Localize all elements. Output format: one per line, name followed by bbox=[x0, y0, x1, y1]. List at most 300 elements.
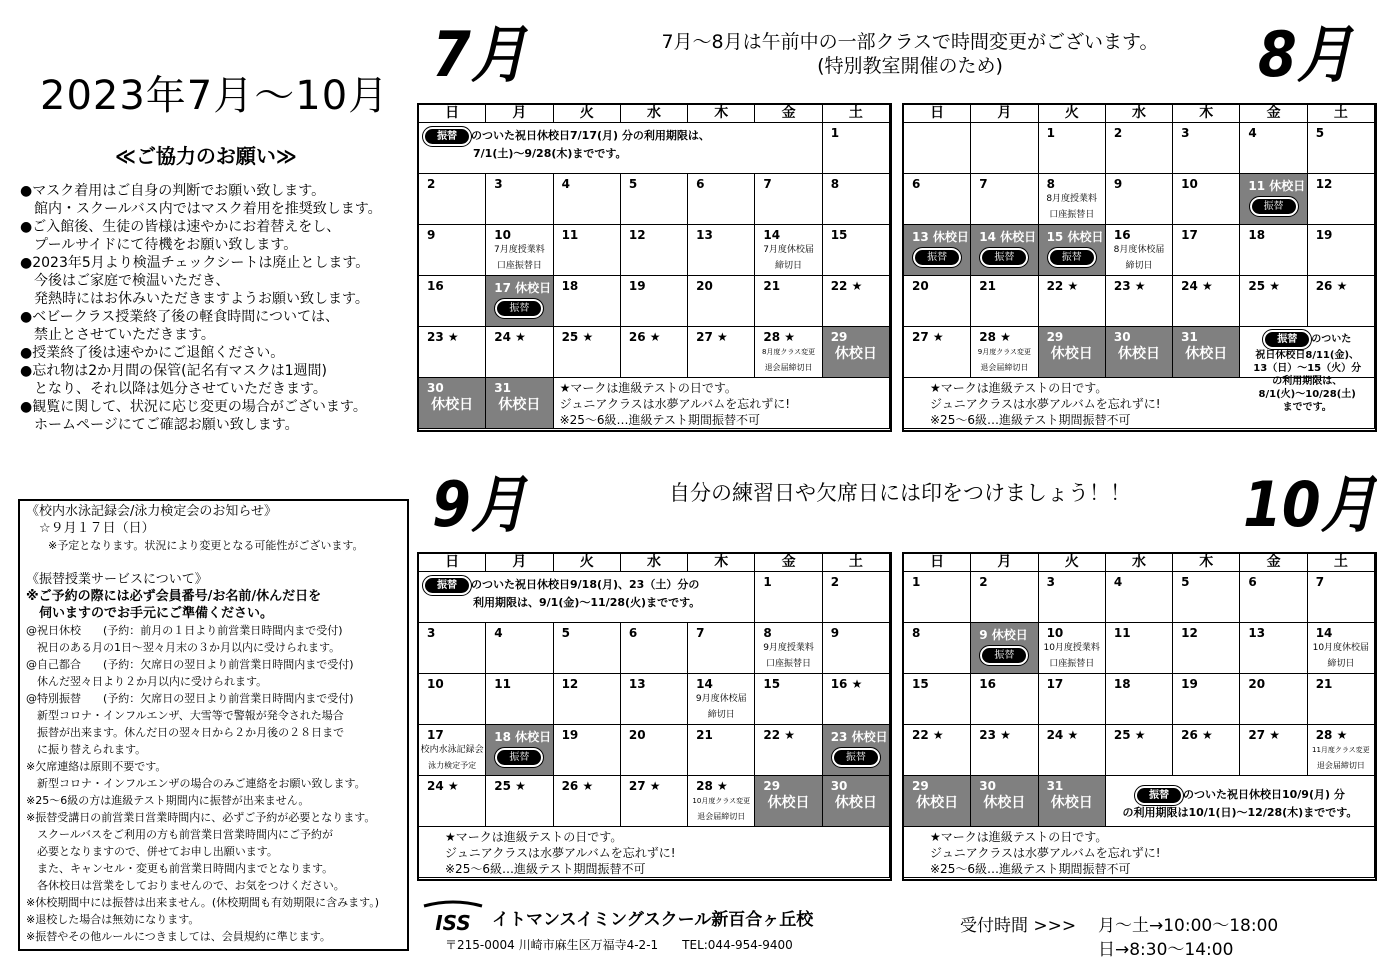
day-number: 28 ★ bbox=[696, 779, 728, 793]
day-number: 10 bbox=[1046, 626, 1064, 640]
day-cell bbox=[554, 623, 621, 674]
day-number: 25 ★ bbox=[561, 330, 594, 344]
day-number: 23 ★ bbox=[427, 330, 459, 344]
day-cell bbox=[688, 776, 755, 827]
day-cell bbox=[1240, 725, 1307, 776]
day-number: 24 ★ bbox=[494, 330, 526, 344]
day-cell bbox=[688, 327, 755, 378]
day-cell bbox=[823, 225, 890, 276]
day-cell bbox=[971, 225, 1038, 276]
day-number: 5 bbox=[1315, 126, 1325, 140]
school-logo bbox=[422, 900, 484, 940]
day-cell bbox=[971, 327, 1038, 378]
school-address: 〒215-0004 川崎市麻生区万福寺4-2-1 TEL:044-954-9400 bbox=[445, 938, 793, 952]
day-cell bbox=[904, 725, 971, 776]
hours-label: 受付時間 >>> bbox=[960, 916, 1077, 936]
day-cell bbox=[486, 378, 553, 429]
info-line: 伺いますのでお手元にご準備ください。 bbox=[26, 606, 274, 621]
day-cell bbox=[1039, 174, 1106, 225]
day-cell bbox=[1039, 327, 1106, 378]
day-number: 8 bbox=[763, 626, 772, 640]
day-cell bbox=[621, 174, 688, 225]
day-number: 9 bbox=[427, 228, 436, 242]
calendar-footnote bbox=[419, 827, 890, 878]
day-number: 4 bbox=[561, 177, 570, 191]
day-note: 7月度休校届 bbox=[763, 245, 814, 255]
day-number: 14 bbox=[1315, 626, 1333, 640]
footnote-line: ジュニアクラスは水夢アルバムを忘れずに! bbox=[930, 846, 1161, 860]
weekday-header: 水 bbox=[621, 105, 688, 123]
day-number: 29 bbox=[912, 779, 929, 793]
day-number: 26 ★ bbox=[561, 779, 594, 793]
day-cell bbox=[823, 123, 890, 174]
info-line: @自己都合 (予約：欠席日の翌日より前営業日時間内まで受付) bbox=[26, 658, 354, 671]
day-cell bbox=[1308, 174, 1375, 225]
day-number: 4 bbox=[1113, 575, 1123, 589]
day-cell bbox=[621, 623, 688, 674]
day-note: 8月度授業料 bbox=[1046, 194, 1098, 204]
day-note: 8月度クラス変更 bbox=[761, 348, 816, 356]
day-cell bbox=[1240, 225, 1307, 276]
info-line: ※振替受講日の前営業日営業時間内に、必ずご予約が必要となります。 bbox=[26, 811, 376, 824]
day-note: 締切日 bbox=[1327, 659, 1355, 669]
info-line: スクールバスをご利用の方も前営業日営業時間内にご予約が bbox=[26, 828, 334, 841]
time-change-notice bbox=[620, 30, 1200, 78]
closed-label: 休校日 bbox=[431, 397, 474, 413]
day-number: 17 bbox=[1181, 228, 1198, 242]
day-cell bbox=[486, 623, 553, 674]
calendar-october bbox=[902, 552, 1377, 881]
request-line: ●ベビークラス授業終了後の軽食時間については、 bbox=[20, 309, 339, 325]
validity-note bbox=[419, 572, 755, 623]
day-number: 13 bbox=[696, 228, 713, 242]
day-cell bbox=[419, 327, 486, 378]
day-cell bbox=[419, 378, 486, 429]
day-number: 13 休校日 bbox=[912, 230, 969, 244]
weekday-header: 日 bbox=[904, 554, 971, 572]
day-number: 14 休校日 bbox=[979, 230, 1037, 244]
day-cell bbox=[688, 276, 755, 327]
info-line: ※25～6級の方は進級テスト期間内に振替が出来ません。 bbox=[26, 794, 310, 807]
day-cell bbox=[419, 276, 486, 327]
calendar-footnote bbox=[904, 827, 1375, 878]
furikae-badge: 振替 bbox=[1263, 330, 1311, 349]
day-number: 27 ★ bbox=[628, 779, 661, 793]
day-number: 23 休校日 bbox=[830, 730, 888, 744]
day-cell bbox=[904, 327, 971, 378]
day-number: 19 bbox=[1315, 228, 1333, 242]
day-number: 6 bbox=[912, 177, 921, 191]
day-cell bbox=[1039, 123, 1106, 174]
day-number: 25 ★ bbox=[1248, 279, 1281, 293]
day-number: 12 bbox=[561, 677, 579, 691]
weekday-header: 月 bbox=[971, 554, 1038, 572]
day-number: 8 bbox=[912, 626, 921, 640]
day-number: 11 bbox=[561, 228, 579, 242]
day-cell bbox=[823, 572, 890, 623]
day-number: 22 ★ bbox=[763, 728, 796, 742]
day-number: 4 bbox=[1248, 126, 1257, 140]
day-cell bbox=[486, 174, 553, 225]
day-cell bbox=[1039, 572, 1106, 623]
closed-label: 休校日 bbox=[916, 795, 959, 811]
validity-note-line bbox=[1108, 786, 1372, 805]
weekday-header: 火 bbox=[554, 105, 621, 123]
closed-label: 休校日 bbox=[834, 795, 877, 811]
day-number: 17 bbox=[1046, 677, 1064, 691]
day-cell bbox=[1173, 225, 1240, 276]
day-number: 7 bbox=[1315, 575, 1325, 589]
day-cell bbox=[1039, 776, 1106, 827]
day-cell bbox=[904, 623, 971, 674]
info-line: 休んだ翌々日より２か月以内に受けられます。 bbox=[26, 675, 268, 688]
validity-note-line bbox=[423, 127, 822, 146]
day-number: 23 ★ bbox=[979, 728, 1011, 742]
info-line: また、キャンセル・変更も前営業日時間内までとなります。 bbox=[26, 862, 334, 875]
furikae-badge: 振替 bbox=[1048, 248, 1096, 267]
day-cell bbox=[419, 674, 486, 725]
day-note: 口座振替日 bbox=[496, 261, 542, 271]
day-number: 5 bbox=[561, 626, 570, 640]
weekday-header: 水 bbox=[1106, 105, 1173, 123]
day-number: 30 bbox=[427, 381, 444, 395]
weekday-header: 水 bbox=[1106, 554, 1173, 572]
request-line: 禁止とさせていただきます。 bbox=[20, 327, 215, 343]
validity-note-text: のついた bbox=[1311, 334, 1352, 345]
day-number: 28 ★ bbox=[763, 330, 796, 344]
day-number: 5 bbox=[628, 177, 638, 191]
day-cell bbox=[486, 725, 553, 776]
day-number: 29 bbox=[763, 779, 781, 793]
day-cell bbox=[904, 572, 971, 623]
day-cell bbox=[419, 725, 486, 776]
footnote-line: ★マークは進級テストの日です。 bbox=[930, 830, 1108, 844]
request-line: プールサイドにて待機をお願い致します。 bbox=[20, 237, 298, 253]
validity-note-line bbox=[423, 576, 754, 595]
day-cell bbox=[1173, 276, 1240, 327]
day-number: 17 休校日 bbox=[494, 281, 552, 295]
closed-label: 休校日 bbox=[767, 795, 810, 811]
day-number: 11 bbox=[494, 677, 511, 691]
info-line: 振替が出来ます。休んだ日の翌々日から２か月後の２８日まで bbox=[26, 726, 345, 739]
day-number: 6 bbox=[628, 626, 638, 640]
furikae-badge: 振替 bbox=[832, 748, 880, 767]
month-label-oct: 10月 bbox=[1243, 468, 1377, 541]
day-cell bbox=[755, 327, 822, 378]
info-line: 各休校日は営業をしておりませんので、お気をつけください。 bbox=[26, 879, 345, 892]
day-cell bbox=[1173, 174, 1240, 225]
day-cell bbox=[971, 725, 1038, 776]
day-cell bbox=[904, 174, 971, 225]
request-line: ●2023年5月より検温チェックシートは廃止とします。 bbox=[20, 255, 370, 271]
day-cell bbox=[554, 725, 621, 776]
day-cell bbox=[1039, 725, 1106, 776]
day-cell bbox=[971, 276, 1038, 327]
day-note: 11月度クラス変更 bbox=[1311, 746, 1370, 754]
furikae-badge: 振替 bbox=[913, 248, 961, 267]
footnote-line: ★マークは進級テストの日です。 bbox=[930, 381, 1108, 395]
weekday-header: 水 bbox=[621, 554, 688, 572]
closed-label: 休校日 bbox=[1050, 346, 1093, 362]
day-cell bbox=[823, 725, 890, 776]
day-cell bbox=[688, 623, 755, 674]
practice-mark-notice: 自分の練習日や欠席日には印をつけましょう！！ bbox=[669, 481, 1131, 505]
day-note: 校内水泳記録会 bbox=[420, 745, 484, 755]
day-cell bbox=[823, 276, 890, 327]
day-number: 8 bbox=[830, 177, 840, 191]
day-cell bbox=[971, 776, 1038, 827]
day-cell bbox=[823, 327, 890, 378]
day-note: 10月度休校届 bbox=[1312, 643, 1370, 653]
day-cell bbox=[621, 725, 688, 776]
day-cell bbox=[1106, 623, 1173, 674]
day-cell bbox=[755, 572, 822, 623]
info-line: ※欠席連絡は原則不要です。 bbox=[26, 760, 167, 773]
weekday-header: 土 bbox=[823, 105, 890, 123]
footnote-line: ※25～6級…進級テスト期間振替不可 bbox=[930, 862, 1131, 876]
weekday-header: 日 bbox=[419, 105, 486, 123]
day-cell bbox=[554, 776, 621, 827]
day-number: 15 休校日 bbox=[1046, 230, 1104, 244]
day-cell bbox=[1173, 123, 1240, 174]
day-cell bbox=[1308, 123, 1375, 174]
info-line: ※ご予約の際には必ず会員番号/お名前/休んだ日を bbox=[26, 589, 322, 604]
day-number: 21 bbox=[979, 279, 996, 293]
day-number: 21 bbox=[1315, 677, 1333, 691]
day-cell bbox=[971, 623, 1038, 674]
day-number: 9 休校日 bbox=[979, 628, 1028, 642]
day-number: 7 bbox=[763, 177, 772, 191]
day-cell bbox=[486, 225, 553, 276]
weekday-header: 日 bbox=[419, 554, 486, 572]
calendar-september bbox=[417, 552, 892, 881]
day-number: 15 bbox=[830, 228, 848, 242]
day-cell bbox=[621, 776, 688, 827]
day-cell bbox=[688, 725, 755, 776]
request-line: ●ご入館後、生徒の皆様は速やかにお着替えをし、 bbox=[20, 219, 341, 235]
calendar-footnote bbox=[904, 378, 1375, 429]
day-cell bbox=[755, 174, 822, 225]
day-number: 31 bbox=[1046, 779, 1064, 793]
day-note: 口座振替日 bbox=[1049, 210, 1095, 220]
day-number: 30 bbox=[830, 779, 848, 793]
day-number: 20 bbox=[1248, 677, 1266, 691]
day-cell bbox=[1240, 123, 1307, 174]
day-number: 28 ★ bbox=[1315, 728, 1348, 742]
closed-label: 休校日 bbox=[983, 795, 1026, 811]
day-cell bbox=[1173, 725, 1240, 776]
day-cell bbox=[971, 674, 1038, 725]
day-number: 24 ★ bbox=[427, 779, 459, 793]
validity-note-text: の利用期限は、 bbox=[1272, 376, 1343, 387]
day-number: 12 bbox=[1315, 177, 1333, 191]
closed-label: 休校日 bbox=[834, 346, 877, 362]
info-line: に振り替えられます。 bbox=[26, 743, 147, 756]
day-cell bbox=[823, 674, 890, 725]
day-number: 27 ★ bbox=[912, 330, 944, 344]
day-number: 5 bbox=[1181, 575, 1190, 589]
day-cell bbox=[1308, 225, 1375, 276]
day-number: 3 bbox=[494, 177, 503, 191]
request-line: ●マスク着用はご自身の判断でお願い致します。 bbox=[20, 183, 326, 199]
footnote-line: ジュニアクラスは水夢アルバムを忘れずに! bbox=[445, 846, 676, 860]
furikae-badge: 振替 bbox=[423, 127, 471, 146]
validity-note-text: 祝日休校日8/11(金)、 bbox=[1255, 350, 1360, 361]
weekday-header: 土 bbox=[1308, 554, 1375, 572]
time-change-line-2: (特別教室開催のため) bbox=[817, 55, 1003, 77]
day-cell bbox=[419, 225, 486, 276]
day-cell bbox=[1106, 276, 1173, 327]
time-change-line-1: 7月～8月は午前中の一部クラスで時間変更がございます。 bbox=[661, 31, 1159, 53]
footnote-line: ※25～6級…進級テスト期間振替不可 bbox=[445, 862, 646, 876]
day-cell bbox=[971, 174, 1038, 225]
day-number: 31 bbox=[1181, 330, 1198, 344]
closed-label: 休校日 bbox=[1185, 346, 1228, 362]
day-note: 退会届締切日 bbox=[980, 363, 1029, 372]
day-cell bbox=[1039, 623, 1106, 674]
furikae-badge: 振替 bbox=[495, 299, 543, 318]
day-number: 16 bbox=[979, 677, 996, 691]
validity-note-text: 8/1(火)～10/28(土) bbox=[1258, 389, 1356, 400]
validity-note-text: 13（日）～15（火）分 bbox=[1253, 363, 1362, 374]
day-cell bbox=[904, 776, 971, 827]
request-line: 発熱時にはお休みいただきますようお願い致します。 bbox=[20, 291, 369, 307]
day-cell bbox=[1106, 327, 1173, 378]
footnote-line: ジュニアクラスは水夢アルバムを忘れずに! bbox=[559, 397, 791, 411]
info-line: ※退校した場合は無効になります。 bbox=[26, 913, 200, 926]
day-note: 泳力検定予定 bbox=[428, 761, 477, 770]
day-number: 26 ★ bbox=[1181, 728, 1213, 742]
weekday-header: 火 bbox=[554, 554, 621, 572]
weekday-header: 金 bbox=[755, 554, 822, 572]
validity-note-line bbox=[1242, 330, 1372, 349]
day-number: 2 bbox=[427, 177, 436, 191]
day-cell bbox=[904, 123, 971, 174]
day-number: 31 bbox=[494, 381, 511, 395]
weekday-header: 土 bbox=[1308, 105, 1375, 123]
day-number: 20 bbox=[912, 279, 929, 293]
day-number: 4 bbox=[494, 626, 503, 640]
day-number: 20 bbox=[696, 279, 713, 293]
day-cell bbox=[688, 174, 755, 225]
day-number: 30 bbox=[979, 779, 996, 793]
day-number: 14 bbox=[763, 228, 781, 242]
info-box bbox=[18, 499, 409, 951]
info-line: 《振替授業サービスについて》 bbox=[26, 572, 208, 587]
day-cell bbox=[755, 225, 822, 276]
day-number: 3 bbox=[1046, 575, 1055, 589]
day-number: 27 ★ bbox=[1248, 728, 1281, 742]
day-number: 15 bbox=[763, 677, 781, 691]
request-line: ●授業終了後は速やかにご退館ください。 bbox=[20, 345, 285, 361]
day-cell bbox=[755, 674, 822, 725]
validity-note-text: 利用期限は、9/1(金)～11/28(火)までです。 bbox=[473, 596, 701, 609]
validity-note-text: のついた祝日休校日7/17(月) 分の利用期限は、 bbox=[471, 129, 710, 142]
day-number: 26 ★ bbox=[628, 330, 661, 344]
day-cell bbox=[621, 225, 688, 276]
day-number: 19 bbox=[628, 279, 646, 293]
day-number: 18 bbox=[1113, 677, 1131, 691]
day-cell bbox=[823, 623, 890, 674]
day-cell bbox=[1039, 674, 1106, 725]
day-cell bbox=[1173, 674, 1240, 725]
day-cell bbox=[554, 276, 621, 327]
info-line: ※振替やその他ルールにつきましては、会員規約に準じます。 bbox=[26, 930, 331, 943]
day-cell bbox=[755, 776, 822, 827]
day-note: 締切日 bbox=[1125, 261, 1153, 271]
day-cell bbox=[1240, 276, 1307, 327]
day-number: 8 bbox=[1046, 177, 1055, 191]
day-cell bbox=[486, 776, 553, 827]
day-cell bbox=[1106, 225, 1173, 276]
day-number: 2 bbox=[979, 575, 988, 589]
day-note: 9月度クラス変更 bbox=[977, 348, 1032, 356]
page-title: 2023年7月～10月 bbox=[40, 73, 390, 119]
day-cell bbox=[1240, 623, 1307, 674]
day-cell bbox=[1106, 174, 1173, 225]
day-number: 25 ★ bbox=[494, 779, 526, 793]
day-cell bbox=[904, 225, 971, 276]
day-number: 7 bbox=[696, 626, 705, 640]
furikae-badge: 振替 bbox=[980, 646, 1028, 665]
day-number: 29 bbox=[830, 330, 848, 344]
request-line: ●観覧に関して、状況に応じ変更の場合がございます。 bbox=[20, 399, 367, 415]
day-cell bbox=[486, 674, 553, 725]
day-number: 26 ★ bbox=[1315, 279, 1348, 293]
day-number: 1 bbox=[912, 575, 921, 589]
day-number: 1 bbox=[830, 126, 840, 140]
day-cell bbox=[1308, 674, 1375, 725]
weekday-header: 木 bbox=[1173, 105, 1240, 123]
day-note: 退会届締切日 bbox=[1316, 761, 1365, 770]
info-line: ☆９月１７日（日） bbox=[26, 521, 155, 536]
day-cell bbox=[1173, 623, 1240, 674]
validity-note bbox=[1106, 776, 1375, 827]
day-note: 締切日 bbox=[775, 261, 803, 271]
info-line: @祝日休校 (予約：前月の１日より前営業日時間内まで受付) bbox=[26, 624, 343, 637]
weekday-header: 火 bbox=[1039, 105, 1106, 123]
info-line: 新型コロナ・インフルエンザの場合のみご連絡をお願い致します。 bbox=[26, 777, 366, 790]
weekday-header: 火 bbox=[1039, 554, 1106, 572]
day-cell bbox=[904, 674, 971, 725]
day-cell bbox=[755, 623, 822, 674]
day-number: 3 bbox=[427, 626, 436, 640]
request-heading: ≪ご協力のお願い≫ bbox=[115, 144, 297, 168]
validity-note-text: のついた祝日休校日9/18(月)、23（土）分の bbox=[471, 578, 700, 591]
weekday-header: 金 bbox=[755, 105, 822, 123]
day-cell bbox=[419, 623, 486, 674]
day-note: 退会届締切日 bbox=[764, 363, 813, 372]
furikae-badge: 振替 bbox=[1250, 197, 1298, 216]
day-number: 20 bbox=[628, 728, 646, 742]
day-cell bbox=[1308, 623, 1375, 674]
validity-note bbox=[1240, 327, 1375, 413]
footnote-line: ※25～6級…進級テスト期間振替不可 bbox=[930, 413, 1131, 427]
furikae-badge: 振替 bbox=[1135, 786, 1183, 805]
validity-note-text: の利用期限は10/1(日)～12/28(木)までです。 bbox=[1122, 806, 1358, 819]
day-number: 21 bbox=[763, 279, 781, 293]
day-cell bbox=[1106, 123, 1173, 174]
footnote-line: ★マークは進級テストの日です。 bbox=[559, 381, 737, 395]
day-cell bbox=[554, 327, 621, 378]
info-line: 祝日のある月の1日～翌々月末の３か月以内に受けられます。 bbox=[26, 641, 341, 654]
day-number: 14 bbox=[696, 677, 713, 691]
day-number: 29 bbox=[1046, 330, 1064, 344]
day-number: 18 休校日 bbox=[494, 730, 552, 744]
request-list bbox=[20, 182, 410, 434]
weekday-header: 金 bbox=[1240, 554, 1307, 572]
day-number: 7 bbox=[979, 177, 988, 191]
